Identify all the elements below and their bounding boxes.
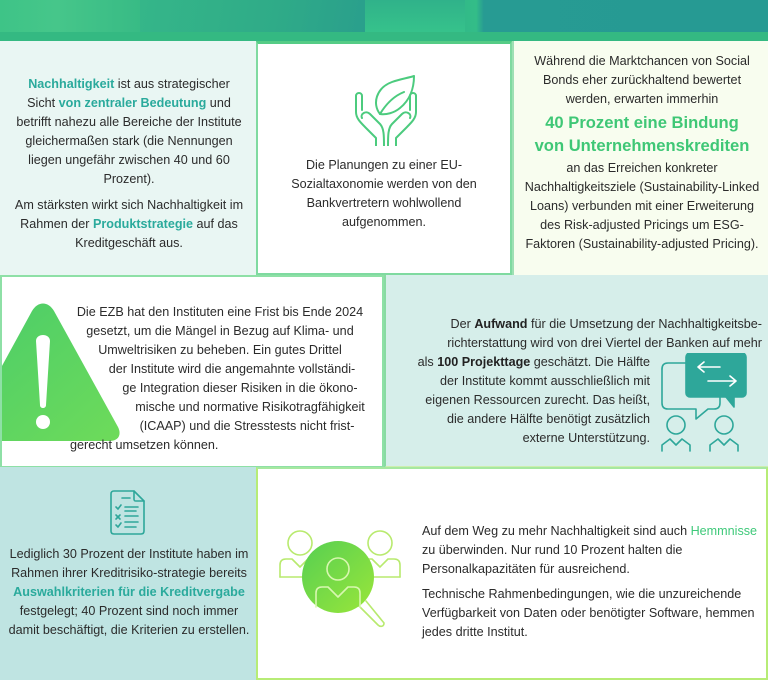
text-line: mische und normative Risikotragfähigkeit xyxy=(135,400,365,414)
panel-social-taxonomy xyxy=(256,41,512,275)
text: Auf dem Weg zu mehr Nachhaltigkeit sind auch xyxy=(422,524,691,538)
text-line: ge Integration dieser Risiken in die ökono- xyxy=(122,381,358,395)
highlight: Produktstrategie xyxy=(92,217,194,231)
paragraph xyxy=(14,196,244,253)
text: ist aus strategischer Sicht xyxy=(27,77,230,110)
text-line: der Institute kommt ausschließlich mit xyxy=(440,374,650,388)
text-line: (ICAAP) und die Stresstests nicht frist- xyxy=(139,419,355,433)
panel-reporting-effort xyxy=(384,275,768,468)
highlight: von zentraler Bedeutung xyxy=(58,96,207,110)
text-line: der Institute wird die angemahnte vollständi- xyxy=(108,362,356,376)
panel-text xyxy=(62,303,378,455)
highlight: Nachhaltigkeit xyxy=(28,77,115,91)
panel-credit-criteria xyxy=(0,467,256,680)
bold-text: 100 Projekttage xyxy=(437,355,531,369)
paragraph xyxy=(14,75,244,189)
header-decoration xyxy=(0,0,140,32)
panel-text: Die Planungen zu einer EU-Sozialtaxonomie werden von den Bankvertretern wohlwollend aufgenommen. xyxy=(291,158,477,229)
panel-obstacles xyxy=(256,467,768,680)
header-decoration xyxy=(365,0,465,32)
text: zu überwinden. Nur rund 10 Prozent halten die Personalkapazitäten für ausreichend. xyxy=(422,543,683,576)
intro-text: Während die Marktchancen von Social Bonds eher zurückhaltend bewertet werden, erwarten immerhin xyxy=(534,54,750,106)
text: als xyxy=(417,355,438,369)
panel-text xyxy=(422,522,762,642)
highlight: Hemmnisse xyxy=(690,524,758,538)
highlight-statistic xyxy=(520,111,764,157)
text: und betrifft nahezu alle Bereiche der Institute gleichermaßen stark (die Nennungen liegen ungefähr zwischen 40 und 60 Prozent). xyxy=(16,96,242,186)
panel-sustainability-strategy xyxy=(0,41,256,275)
text-line: Umweltrisiken zu beheben. Ein gutes Drittel xyxy=(98,343,342,357)
hands-leaf-icon xyxy=(342,66,430,146)
highlight: Auswahlkriterien für die Kreditvergabe xyxy=(13,585,245,599)
text-line: gerecht umsetzen können. xyxy=(70,438,219,452)
text-line: die andere Hälfte benötigt zusätzlich xyxy=(446,412,650,426)
paragraph xyxy=(422,522,762,579)
checklist-document-icon xyxy=(110,489,146,535)
text-line xyxy=(398,315,762,334)
text-line: eigenen Ressourcen zurecht. Das heißt, xyxy=(425,393,650,407)
header-banner xyxy=(0,0,768,41)
text-line: gesetzt, um die Mängel in Bezug auf Klima- und xyxy=(86,324,354,338)
text-line xyxy=(396,353,650,372)
text: für die Umsetzung der Nachhaltigkeitsbe- xyxy=(527,317,762,331)
text: Der xyxy=(450,317,475,331)
text: Lediglich 30 Prozent der Institute haben im Rahmen ihrer Kreditrisiko-strategie bereits xyxy=(9,547,249,580)
text: auf das Kreditgeschäft aus. xyxy=(75,217,238,250)
highlight-line: 40 Prozent eine Bindung xyxy=(545,113,739,132)
bold-text: Aufwand xyxy=(474,317,528,331)
panel-text xyxy=(6,545,252,640)
text-line: Die EZB hat den Instituten eine Frist bis Ende 2024 xyxy=(76,305,364,319)
panel-text xyxy=(520,52,764,254)
header-decoration xyxy=(140,0,365,32)
text-line: richterstattung wird von drei Viertel der Banken auf mehr xyxy=(447,336,762,350)
panel-ezb-deadline xyxy=(0,275,384,468)
text-line: externe Unterstützung. xyxy=(522,431,650,445)
panel-social-bonds xyxy=(512,41,768,275)
chat-exchange-icon xyxy=(656,353,748,453)
highlight-line: von Unternehmenskrediten xyxy=(534,136,750,155)
header-strip xyxy=(0,32,768,41)
text: Am stärksten wirkt sich Nachhaltigkeit im Rahmen der xyxy=(14,198,244,231)
panel-text xyxy=(396,353,650,448)
text: festgelegt; 40 Prozent sind noch immer damit beschäftigt, die Kriterien zu erstellen. xyxy=(8,604,250,637)
outro-text: an das Erreichen konkreter Nachhaltigkeitsziele (Sustainability-Linked Loans) verbunden mit einer Erweiterung des Risk-adjusted Pricings um ESG-Faktoren (Sustainability-adjusted Pricing). xyxy=(524,161,760,251)
paragraph: Technische Rahmenbedingungen, wie die unzureichende Verfügbarkeit von Daten oder benötigter Software, hemmen jedes dritte Institut. xyxy=(422,587,755,639)
team-search-icon xyxy=(278,529,402,629)
text: geschätzt. Die Hälfte xyxy=(530,355,650,369)
panel-text xyxy=(14,75,244,253)
panel-text xyxy=(398,315,762,353)
